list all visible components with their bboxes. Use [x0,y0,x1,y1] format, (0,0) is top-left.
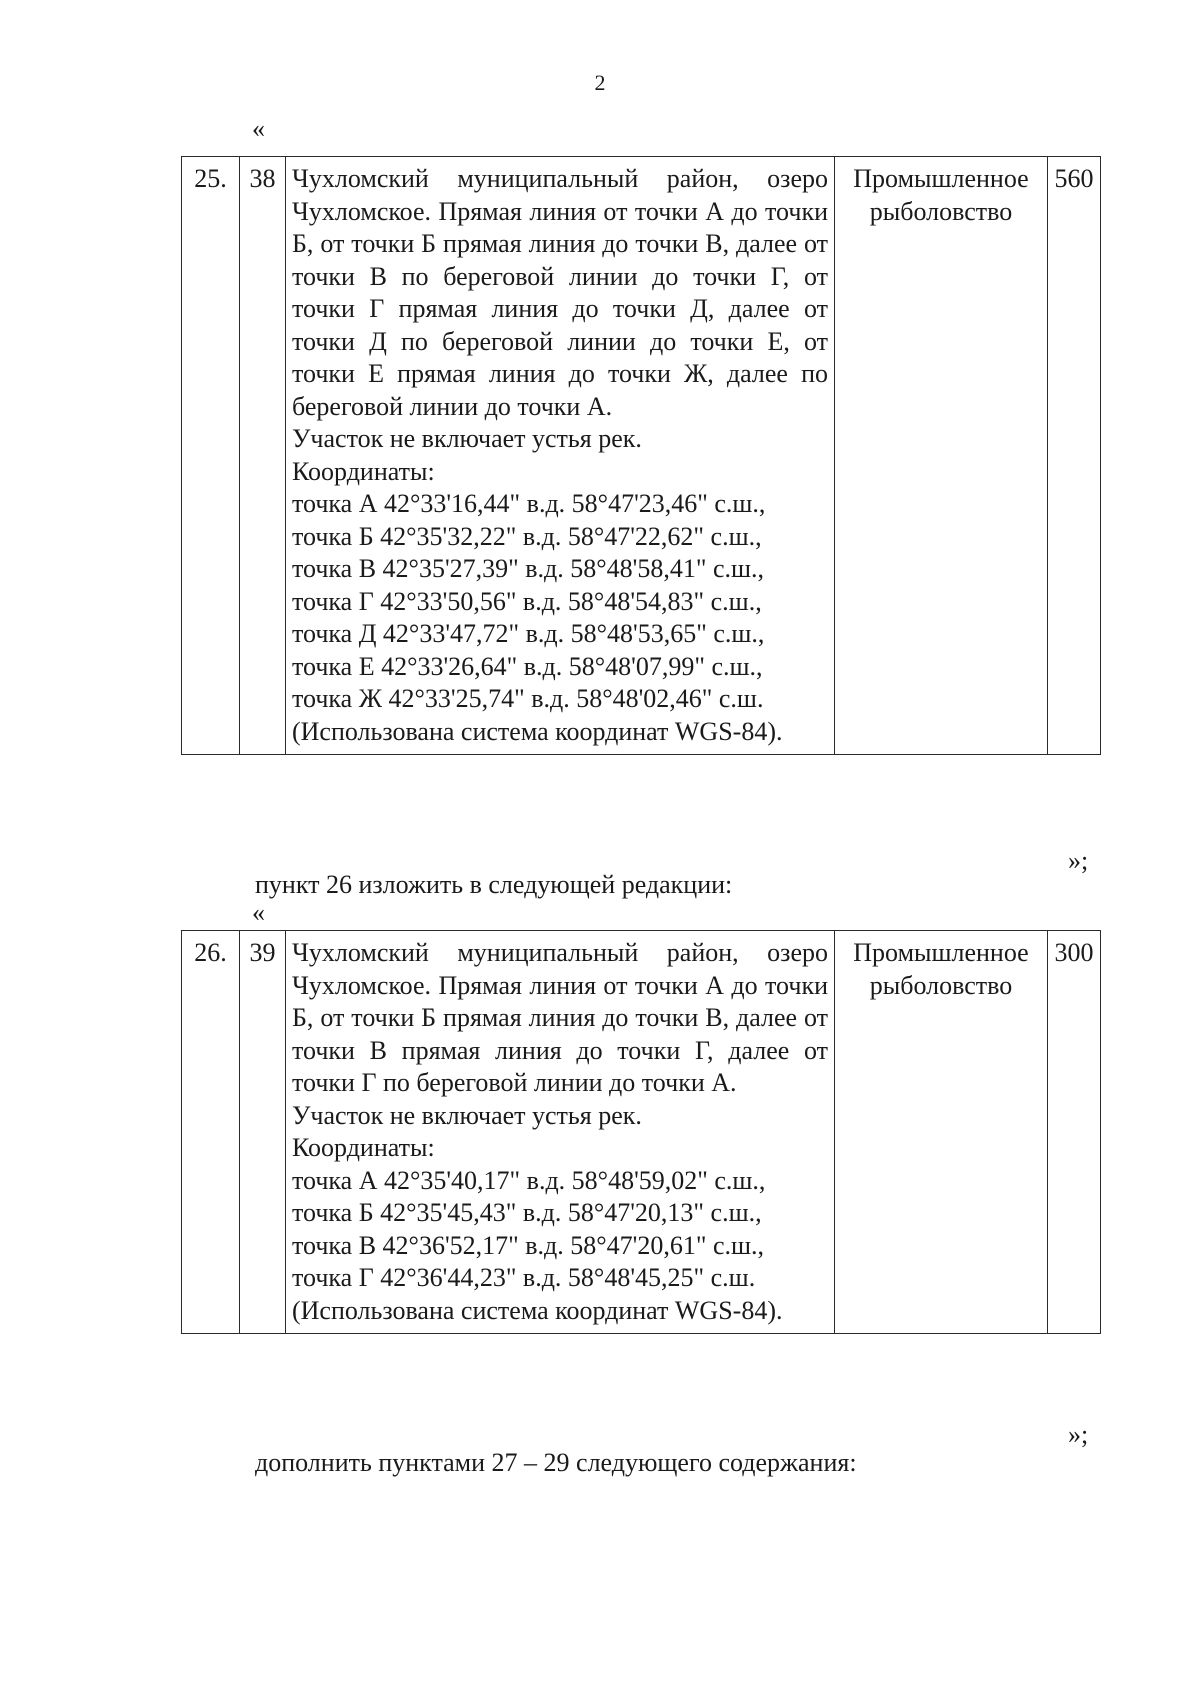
entry-area: 560 [1048,157,1101,755]
entry-fishing-type: Промышленное рыболовство [835,157,1048,755]
entry-code: 38 [240,157,286,755]
opening-quote: « [252,114,265,143]
coordinate-point-a: точка А 42°35'40,17" в.д. 58°48'59,02" с.ш., [292,1165,766,1195]
table-row [182,931,1101,1334]
entry-exclusion: Участок не включает устья рек. [292,424,642,453]
coordinate-point-v: точка В 42°35'27,39" в.д. 58°48'58,41" с.ш., [292,554,764,583]
coordinates-label: Координаты: [292,456,435,486]
coordinate-point-a: точка А 42°33'16,44" в.д. 58°47'23,46" с.ш., [292,489,766,518]
coordinate-system-note: (Использована система координат WGS-84). [292,716,783,746]
opening-quote: « [252,898,265,927]
table-row [182,157,1101,755]
entry-description: Чухломский муниципальный район, озеро Чухломское. Прямая линия от точки А до точки Б, от точки Б прямая линия до точки В, далее от точки В по береговой линии до точки Г, от точки Г прямая линия до точки Д, далее от точки Д по береговой линии до точки Е, от точки Е прямая линия до точки Ж, далее по береговой линии до точки А. [292,164,828,421]
coordinate-point-b: точка Б 42°35'32,22" в.д. 58°47'22,62" с.ш., [292,521,762,551]
coordinate-point-d: точка Д 42°33'47,72" в.д. 58°48'53,65" с.ш., [292,619,765,648]
instruction-paragraph: дополнить пунктами 27 – 29 следующего содержания: [255,1448,857,1477]
coordinate-point-e: точка Е 42°33'26,64" в.д. 58°48'07,99" с.ш., [292,651,763,681]
coordinate-point-v: точка В 42°36'52,17" в.д. 58°47'20,61" с.ш., [292,1230,764,1260]
entry-description: Чухломский муниципальный район, озеро Чухломское. Прямая линия от точки А до точки Б, от точки Б прямая линия до точки В, далее от точки В прямая линия до точки Г, далее от точки Г по береговой линии до точки А. [292,938,828,1097]
entry-number: 26. [182,931,240,1334]
coordinate-point-g: точка Г 42°36'44,23" в.д. 58°48'45,25" с.ш. [292,1263,756,1292]
coordinate-system-note: (Использована система координат WGS-84). [292,1295,783,1325]
entry-code: 39 [240,931,286,1334]
page-number: 2 [594,70,606,95]
instruction-paragraph: пункт 26 изложить в следующей редакции: [255,870,733,899]
entry-fishing-type: Промышленное рыболовство [835,931,1048,1334]
entry-exclusion: Участок не включает устья рек. [292,1100,642,1130]
coordinate-point-zh: точка Ж 42°33'25,74" в.д. 58°48'02,46" с.ш. [292,684,764,713]
coordinate-point-b: точка Б 42°35'45,43" в.д. 58°47'20,13" с.ш., [292,1198,762,1227]
closing-quote: »; [1068,1420,1089,1449]
closing-quote: »; [1068,846,1089,875]
coordinate-point-g: точка Г 42°33'50,56" в.д. 58°48'54,83" с.ш., [292,586,762,616]
entry-description-cell [286,931,835,1334]
entry-table-25 [181,156,1101,755]
coordinates-label: Координаты: [292,1133,435,1162]
entry-area: 300 [1048,931,1101,1334]
entry-number: 25. [182,157,240,755]
entry-table-26 [181,930,1101,1334]
entry-description-cell [286,157,835,755]
